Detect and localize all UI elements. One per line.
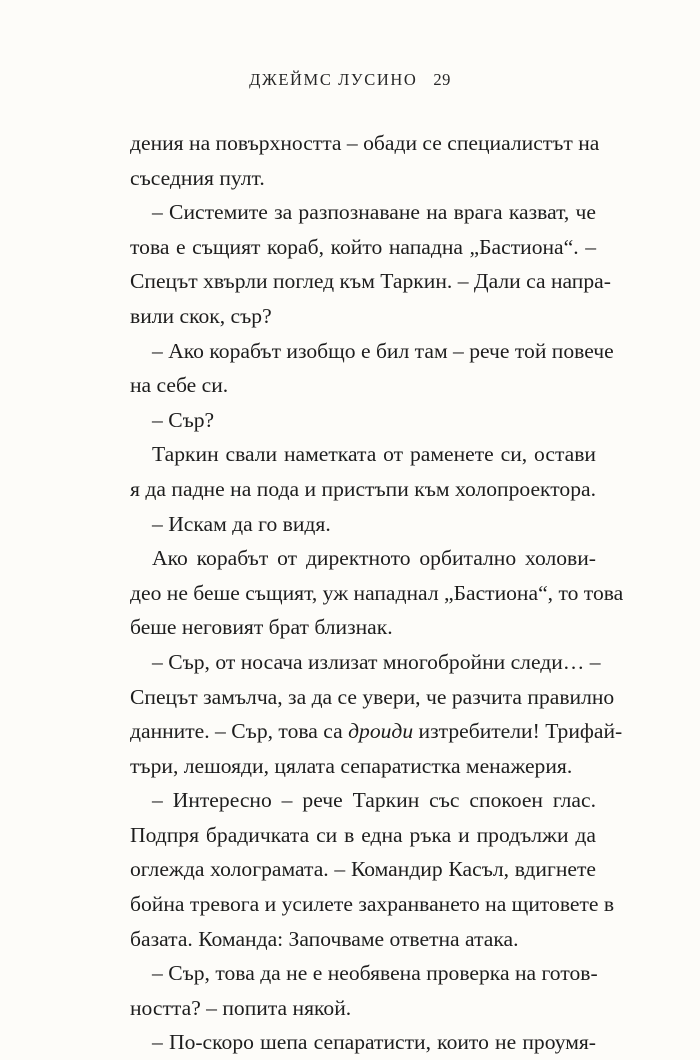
text-line: дения на повърхността – обади се специалистът на — [130, 131, 600, 155]
text-line: съседния пулт. — [130, 165, 265, 190]
text-line: оглежда холограмата. – Командир Касъл, вдигнете — [130, 857, 596, 882]
text-line: – Системите за разпознаване на врага казват, че — [152, 200, 596, 225]
text-line: вили скок, сър? — [130, 303, 272, 328]
text-line: Таркин свали наметката от раменете си, остави — [152, 442, 596, 467]
text-line: това е същият кораб, който нападна „Бастиона“. – — [130, 234, 596, 259]
text-line — [130, 714, 623, 749]
text-line: – Сър, от носача излизат многобройни следи… – — [152, 649, 601, 674]
text-line: – Искам да го видя. — [152, 511, 331, 536]
text-line: бойна тревога и усилете захранването на щитовете в — [130, 892, 615, 917]
text-line: базата. Команда: Започваме ответна атака. — [130, 926, 519, 951]
italic-word: дроиди — [348, 719, 414, 744]
text-segment: изтребители! Трифай- — [413, 719, 623, 744]
running-head — [0, 70, 700, 90]
text-line: Спецът замълча, за да се увери, че разчита правилно — [130, 684, 615, 709]
text-line: Спецът хвърли поглед към Таркин. – Дали са напра- — [130, 269, 611, 294]
text-line: – Сър, това да не е необявена проверка на готов- — [152, 961, 598, 986]
text-line: Ако корабът от директното орбитално холови- — [152, 546, 596, 571]
page-number: 29 — [433, 70, 451, 89]
text-line: – Ако корабът изобщо е бил там – рече той повече — [152, 338, 614, 363]
body-text — [130, 126, 624, 1060]
text-line: – Интересно – рече Таркин със спокоен глас. — [152, 788, 596, 813]
text-line: търи, лешояди, цялата сепаратистка менажерия. — [130, 753, 573, 778]
text-line: я да падне на пода и пристъпи към холопроектора. — [130, 476, 596, 501]
text-segment: данните. – Сър, това са — [130, 719, 349, 744]
text-line: – Сър? — [152, 407, 215, 432]
text-line: Подпря брадичката си в една ръка и продължи да — [130, 822, 596, 847]
text-line: беше неговият брат близнак. — [130, 615, 393, 640]
text-line: на себе си. — [130, 373, 229, 398]
text-line: део не беше същият, уж нападнал „Бастиона“, то това — [130, 580, 624, 605]
text-line: ността? – попита някой. — [130, 995, 352, 1020]
author-name: ДЖЕЙМС ЛУСИНО — [249, 70, 418, 89]
text-line: – По-скоро шепа сепаратисти, които не проумя- — [152, 1030, 596, 1055]
